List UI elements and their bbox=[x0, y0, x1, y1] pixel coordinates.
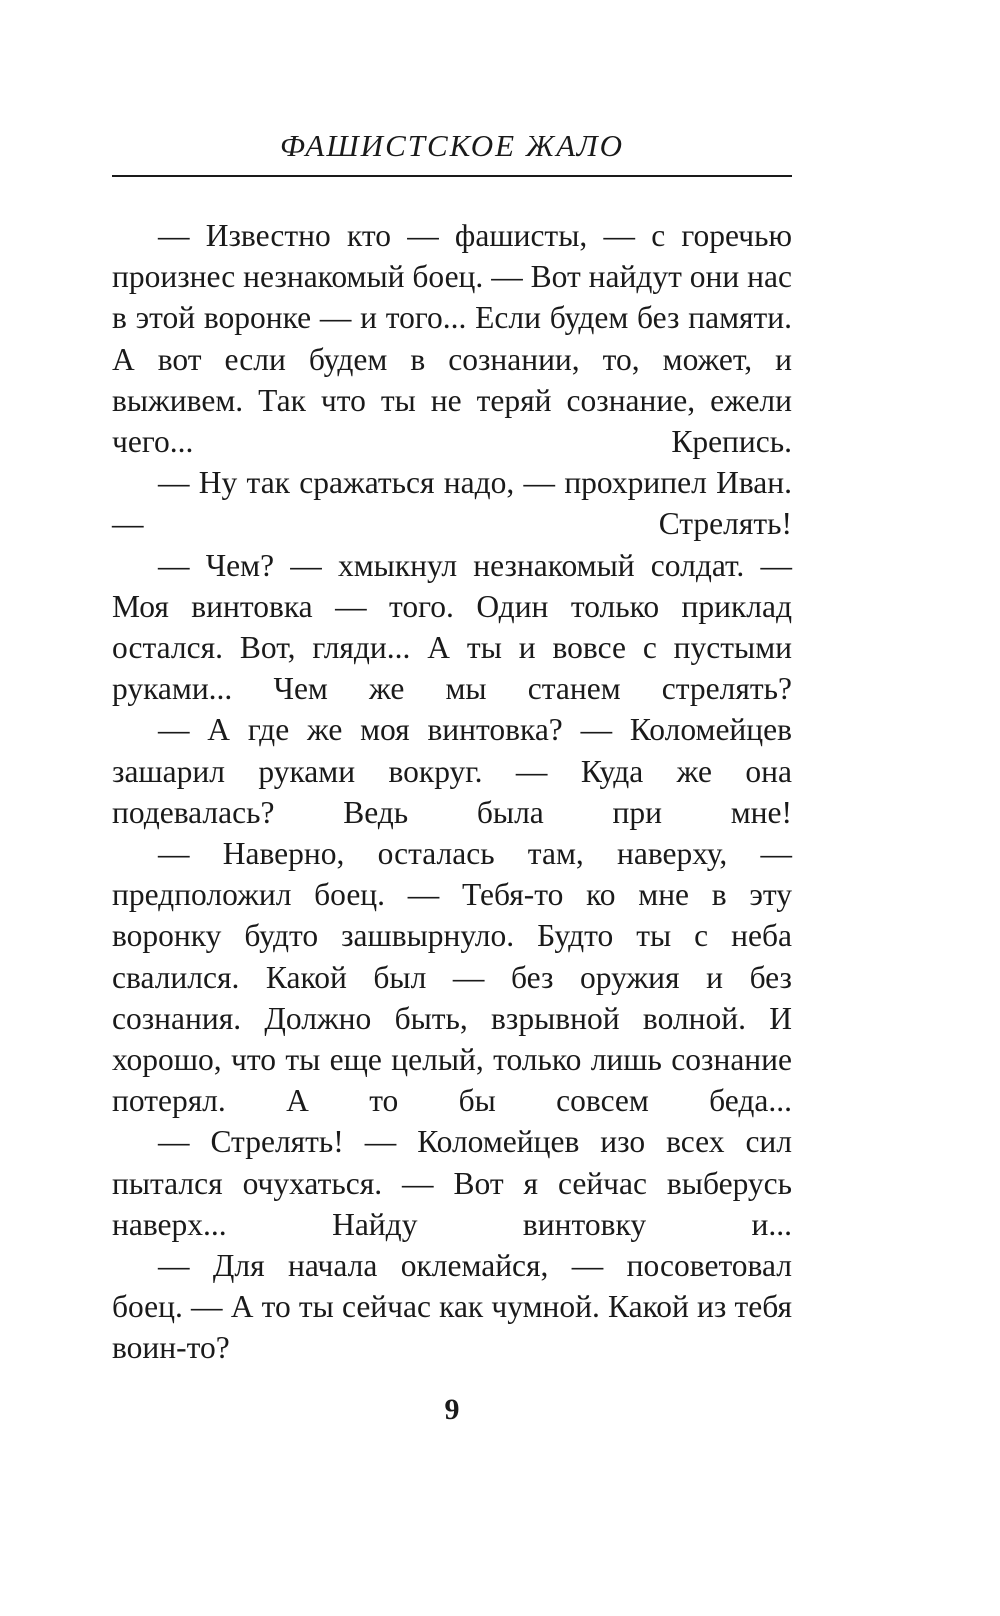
paragraph: — Для начала оклемайся, — посоветовал боец. — А то ты сейчас как чумной. Какой из тебя воин-то? bbox=[112, 1248, 792, 1366]
paragraph: — Стрелять! — Коломейцев изо всех сил пытался очухаться. — Вот я сейчас выберусь наверх... Найду винтовку и... bbox=[112, 1124, 792, 1242]
body-text bbox=[112, 215, 792, 1369]
paragraph: — Наверно, осталась там, наверху, — предположил боец. — Тебя-то ко мне в эту воронку будто зашвырнуло. Будто ты с неба свалился. Какой был — без оружия и без сознания. Должно быть, взрывной волной. И хорошо, что ты еще целый, только лишь сознание потерял. А то бы совсем беда... bbox=[112, 836, 792, 1119]
paragraph: — Ну так сражаться надо, — прохрипел Иван. — Стрелять! bbox=[112, 465, 792, 542]
paragraph: — Известно кто — фашисты, — с горечью произнес незнакомый боец. — Вот найдут они нас в этой воронке — и того... Если будем без памяти. А вот если будем в сознании, то, может, и выживем. Так что ты не теряй сознание, ежели чего... Крепись. bbox=[112, 218, 792, 460]
page-number: 9 bbox=[444, 1393, 460, 1426]
paragraph: — А где же моя винтовка? — Коломейцев зашарил руками вокруг. — Куда же она подевалась? Ведь была при мне! bbox=[112, 712, 792, 830]
paragraph: — Чем? — хмыкнул незнакомый солдат. — Моя винтовка — того. Один только приклад остался. Вот, гляди... А ты и вовсе с пустыми руками... Чем же мы станем стрелять? bbox=[112, 547, 792, 707]
running-header: ФАШИСТСКОЕ ЖАЛО bbox=[280, 128, 624, 163]
header-rule bbox=[112, 175, 792, 177]
